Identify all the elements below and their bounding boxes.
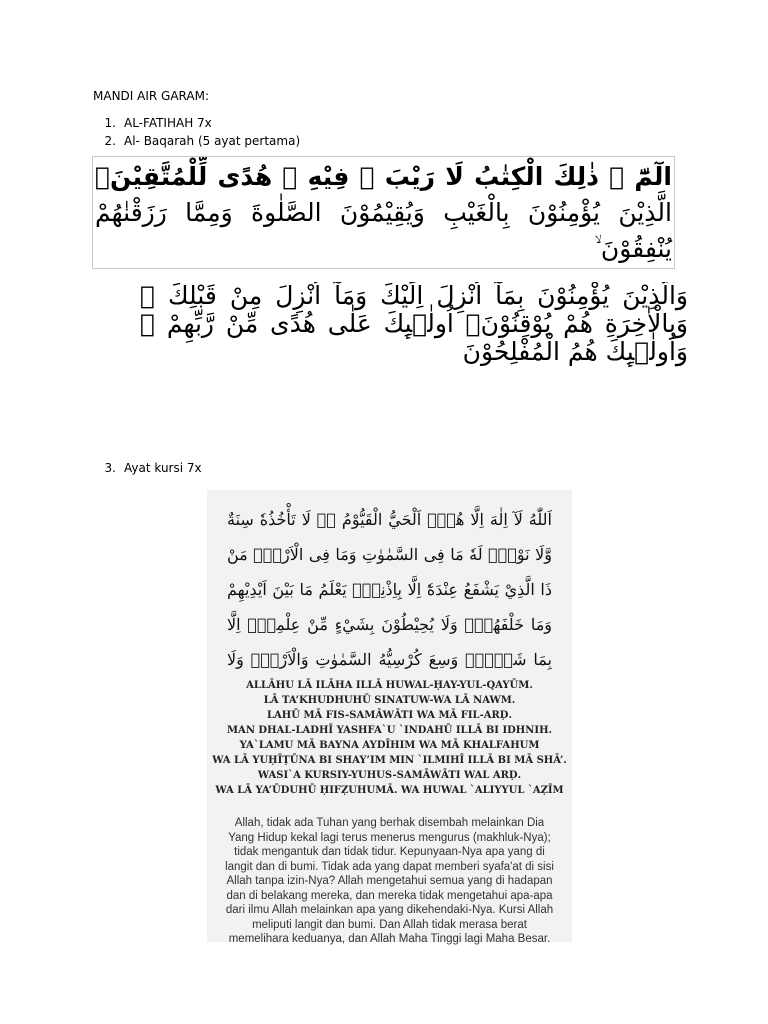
translation-line: meliputi langit dan bumi. Dan Allah tidak merasa berat (252, 918, 527, 931)
translation-line: Allah, tidak ada Tuhan yang berhak disembah melainkan Dia (234, 817, 545, 829)
baqarah-line-2: الَّذِيْنَ يُؤْمِنُوْنَ بِالْغَيْبِ وَيُقِيْمُوْنَ الصَّلٰوةَ وَمِمَّا رَزَقْنٰهُمْ يُنْفِقُوْنَ ۙ (95, 198, 672, 263)
transliteration-line: WA LĀ YUḤĪṬŪNA BI SHAY’IM MIN `ILMIHĪ ILLĀ BI MĀ SHĀ’. (212, 755, 567, 766)
transliteration-line: YA`LAMU MĀ BAYNA AYDĪHIM WA MĀ KHALFAHUM (239, 740, 540, 751)
baqarah-verses-1-3-box (92, 156, 675, 269)
translation-line: memelihara keduanya, dan Allah Maha Tinggi lagi Maha Besar. (228, 933, 551, 945)
ayat-kursi-image (207, 490, 572, 945)
list-item-ayat-kursi (92, 461, 202, 475)
transliteration-line: WASI`A KURSIY-YUHUS-SAMĀWĀTI WAL ARḌ. (257, 770, 522, 781)
transliteration-line: LAHŪ MĀ FIS-SAMĀWĀTI WA MĀ FIL-ARḌ. (267, 710, 512, 721)
translation-line: Yang Hidup kekal lagi terus menerus mengurus (makhluk-Nya); (228, 831, 551, 844)
ayat-kursi-translation (211, 816, 568, 947)
translation-line: dan di belakang mereka, dan mereka tidak mengetahui apa-apa (226, 889, 553, 902)
list-item-text: Ayat kursi 7x (124, 461, 202, 475)
translation-line: tidak mengantuk dan tidak tidur. Kepunyaan-Nya apa yang di (234, 846, 545, 858)
ayat-kursi-transliteration (207, 678, 572, 798)
translation-line: langit dan di bumi. Tidak ada yang dapat memberi syafa'at di sisi (225, 860, 554, 873)
baqarah-verses-4-5: وَالَّذِيْنَ يُؤْمِنُوْنَ بِمَآ اُنْزِلَ اِلَيْكَ وَمَآ اُنْزِلَ مِنْ قَبْلِكَ ۚ وَبِالْاٰخِرَةِ هُمْ يُوْقِنُوْنَۗ اُولٰۤىِٕكَ عَلٰى هُدًى مِّنْ رَّبِّهِمْ ۙ وَاُولٰۤىِٕكَ هُمُ الْمُفْلِحُوْنَ (140, 282, 688, 366)
translation-line: dari ilmu Allah melainkan apa yang dikehendaki-Nya. Kursi Allah (225, 904, 554, 916)
translation-line: Allah tanpa izin-Nya? Allah mengetahui semua yang di hadapan (226, 875, 553, 887)
transliteration-line: ALLĀHU LĀ ILĀHA ILLĀ HUWAL-ḤAY-YUL-QAYŪM. (246, 680, 533, 691)
list-item-text: AL-FATIHAH 7x (124, 116, 212, 130)
list-item-al-fatihah (92, 116, 212, 130)
ayat-kursi-arabic: اَللّٰهُ لَآ اِلٰهَ اِلَّا هُوَۚ اَلْحَيُّ الْقَيُّوْمُ ەۚ لَا تَأْخُذُهٗ سِنَةٌ وَّلَا نَوْمٌۗ لَهٗ مَا فِى السَّمٰوٰتِ وَمَا فِى الْاَرْضِۗ مَنْ ذَا الَّذِيْ يَشْفَعُ عِنْدَهٗٓ اِلَّا بِاِذْنِهٖۗ يَعْلَمُ مَا بَيْنَ اَيْدِيْهِمْ وَمَا خَلْفَهُمْۚ وَلَا يُحِيْطُوْنَ بِشَيْءٍ مِّنْ عِلْمِهٖٓ اِلَّا بِمَا شَاۤءَۚ وَسِعَ كُرْسِيُّهُ السَّمٰوٰتِ وَالْاَرْضَۚ وَلَا (227, 510, 552, 669)
transliteration-line: LĀ TA’KHUDHUHŪ SINATUW-WA LĀ NAWM. (263, 695, 516, 706)
transliteration-line: WA LĀ YA’ŪDUHŪ ḤIFẒUHUMĀ. WA HUWAL `ALIYYUL `AẒĪM (215, 785, 564, 796)
list-item-text: Al- Baqarah (5 ayat pertama) (124, 134, 301, 148)
list-number: 3. (104, 461, 116, 475)
baqarah-line-1: الٓمّٓ ۚ ذٰلِكَ الْكِتٰبُ لَا رَيْبَ ۛ فِيْهِ ۛ هُدًى لِّلْمُتَّقِيْنَۙ (95, 162, 672, 191)
transliteration-line: MAN DHAL-LADHĪ YASHFA`U `INDAHŪ ILLĀ BI IDHNIH. (226, 725, 553, 736)
document-heading: MANDI AIR GARAM: (93, 89, 209, 103)
list-number: 1. (104, 116, 116, 130)
list-number: 2. (104, 134, 116, 148)
list-item-al-baqarah (92, 134, 300, 148)
